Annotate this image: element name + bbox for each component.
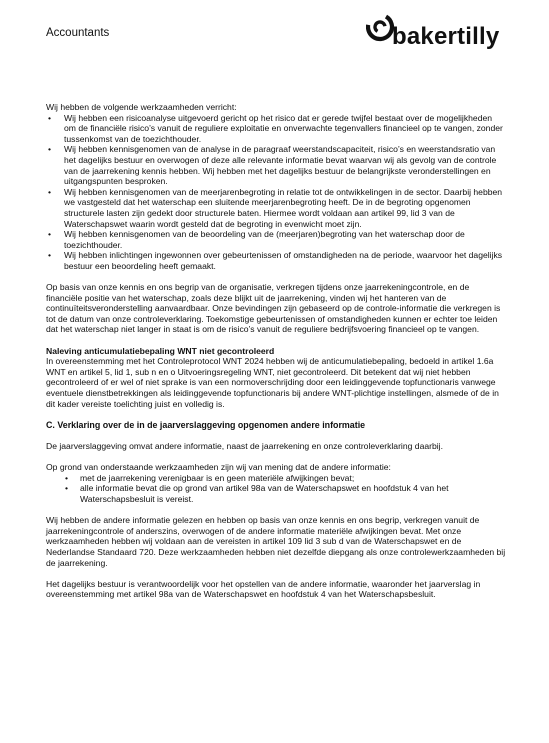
wnt-paragraph: In overeenstemming met het Controleprotocol WNT 2024 hebben wij de anticumulatiebepaling, bedoeld in artikel 1.6a WNT en artikel 5, lid 1, sub n en o Uitvoeringsregeling WNT, niet gecontroleerd. Dit betekent dat wij niet hebben gecontroleerd of er wel of niet sprake is van een normoverschrijding door een leidinggevende topfunctionaris vanwege eventuele dienstbetrekkingen als leidinggevende topfunctionaris bij andere WNT-plichtige instellingen, alsmede of de in dit kader vereiste toelichting juist en volledig is. xyxy=(46,356,499,409)
section-c-paragraph-2: Op grond van onderstaande werkzaamheden zijn wij van mening dat de andere informatie: xyxy=(46,462,391,473)
section-c-heading: C. Verklaring over de in de jaarverslaggeving opgenomen andere informatie xyxy=(46,419,366,430)
section-c-paragraph-3: Wij hebben de andere informatie gelezen en hebben op basis van onze kennis en ons begrip, verkregen vanuit de jaarrekeningcontrole of anderszins, overwogen of de andere informatie materiële afwijkingen bevat. Met onze werkzaamheden hebben wij voldaan aan de vereisten in artikel 109 lid 3 sub d van de Waterschapswet en de Nederlandse Standaard 720. Deze werkzaamheden hebben niet dezelfde diepgang als onze controlewerkzaamheden bij de jaarrekening. xyxy=(46,515,506,568)
wnt-heading: Naleving anticumulatiebepaling WNT niet gecontroleerd xyxy=(46,345,275,356)
list-item: • Wij hebben kennisgenomen van de meerjarenbegroting in relatie tot de ontwikkelingen in de sector. Daarbij hebben we vastgesteld dat het waterschap een sluitende meerjarenbegroting heeft. De in de begroting opgenomen structurele lasten zijn gedekt door structurele baten. Hiermee wordt voldaan aan artikel 99, lid 3 van de Waterschapswet waarin wordt gesteld dat de begroting in evenwicht moet zijn. xyxy=(46,187,506,229)
page-header-title: Accountants xyxy=(46,27,110,39)
section-c-paragraph-4: Het dagelijks bestuur is verantwoordelijk voor het opstellen van de andere informatie, waaronder het jaarverslag in overeenstemming met artikel 98a van de Waterschapswet en hoofdstuk 4 van het Waterschapsbesluit. xyxy=(46,578,481,600)
conclusion-paragraph: Op basis van onze kennis en ons begrip van de organisatie, verkregen tijdens onze jaarrekeningcontrole, en de financiële positie van het waterschap, zoals deze blijkt uit de jaarrekening, vinden wij het hanteren van de continuïteitsveronderstelling aanvaardbaar. Onze bevindingen zijn gebaseerd op de controle-informatie die verkregen is tot de datum van onze controleverklaring. Toekomstige gebeurtenissen of omstandigheden kunnen er echter toe leiden dat het waterschap niet langer in staat is om de risico’s vanuit de reguliere bedrijfsvoering financieel op te vangen. xyxy=(46,282,501,335)
list-item: • Wij hebben inlichtingen ingewonnen over gebeurtenissen of omstandigheden na de periode, waarvoor het dagelijks bestuur een beoordeling heeft gemaakt. xyxy=(46,250,506,271)
werkzaamheden-list xyxy=(46,113,506,272)
list-item: • Wij hebben kennisgenomen van de analyse in de paragraaf weerstandscapaciteit, risico’s en weerstandsratio van het dagelijks bestuur en overwogen of deze alle relevante informatie bevat waarvan wij als gevolg van de controle van de jaarrekening kennis hebben. Wij hebben met het dagelijks bestuur de belangrijkste veronderstellingen en uitgangspunten besproken. xyxy=(46,144,506,186)
section-c-paragraph-1: De jaarverslaggeving omvat andere informatie, naast de jaarrekening en onze controleverklaring daarbij. xyxy=(46,441,443,451)
list-item: • Wij hebben een risicoanalyse uitgevoerd gericht op het risico dat er gerede twijfel bestaat over de mogelijkheden om de financiële risico’s vanuit de reguliere exploitatie en onverwachte tegenvallers financieel op te vangen, zonder tussenkomst van de toezichthouder. xyxy=(46,113,506,145)
list-item: • met de jaarrekening verenigbaar is en geen materiële afwijkingen bevat; xyxy=(46,473,506,484)
bakertilly-logo xyxy=(366,10,528,52)
list-item: • alle informatie bevat die op grond van artikel 98a van de Waterschapswet en hoofdstuk 4 van het Waterschapsbesluit is vereist. xyxy=(46,483,506,504)
andere-informatie-list xyxy=(46,473,506,505)
intro-paragraph: Wij hebben de volgende werkzaamheden verricht: xyxy=(46,102,237,112)
document-body xyxy=(46,102,506,600)
logo-wordmark: bakertilly xyxy=(392,23,500,50)
list-item: • Wij hebben kennisgenomen van de beoordeling van de (meerjaren)begroting van het waterschap door de toezichthouder. xyxy=(46,229,506,250)
